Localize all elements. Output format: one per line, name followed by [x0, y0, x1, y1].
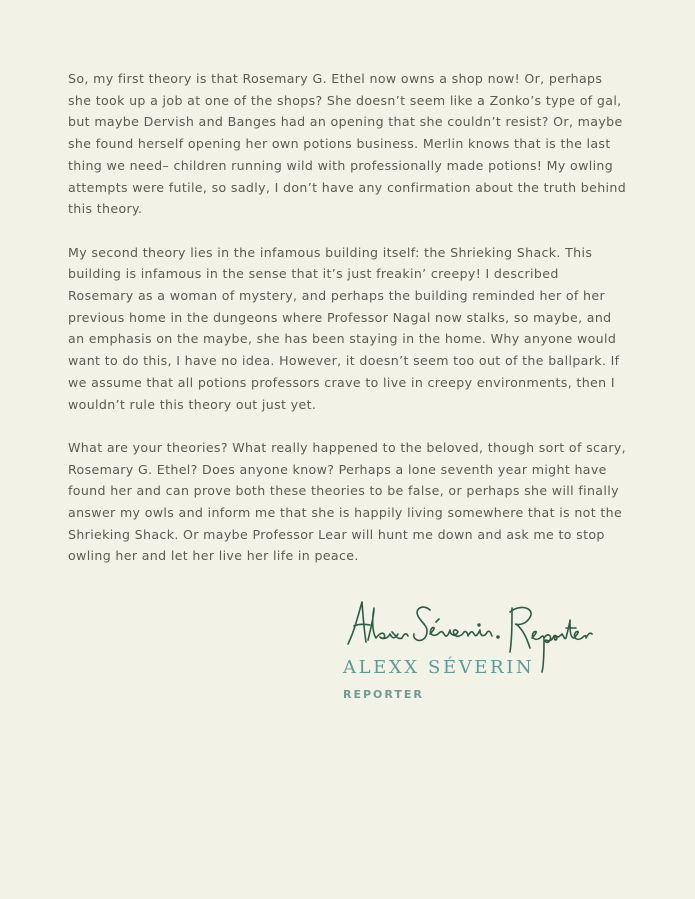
article-paragraph-3: What are your theories? What really happened to the beloved, though sort of scary, Rosemary G. Ethel? Does anyone know? Perhaps a lone seventh year might have found her and can prove both these theories to be false, or perhaps she will finally answer my owls and inform me that she is happily living somewhere that is not the Shrieking Shack. Or maybe Professor Lear will hunt me down and ask me to stop owling her and let her live her life in peace.	[68, 439, 627, 564]
article-body	[68, 68, 628, 589]
author-name: ALEXX SÉVERIN	[343, 657, 535, 678]
article-paragraph-2: My second theory lies in the infamous building itself: the Shrieking Shack. This building is infamous in the sense that it’s just freakin’ creepy! I described Rosemary as a woman of mystery, and perhaps the building reminded her of her previous home in the dungeons where Professor Nagal now stalks, so maybe, and an emphasis on the maybe, she has been staying in the home. Why anyone would want to do this, I have no idea. However, it doesn’t seem too out of the ballpark. If we assume that all potions professors crave to live in creepy environments, then I wouldn’t rule this theory out just yet.	[68, 244, 620, 412]
author-title: REPORTER	[343, 688, 424, 701]
article-paragraph-1: So, my first theory is that Rosemary G. Ethel now owns a shop now! Or, perhaps she took up a job at one of the shops? She doesn’t seem like a Zonko’s type of gal, but maybe Dervish and Banges had an opening that she couldn’t resist? Or, maybe she found herself opening her own potions business. Merlin knows that is the last thing we need– children running wild with professionally made potions! My owling attempts were futile, so sadly, I don’t have any confirmation about the truth behind this theory.	[68, 71, 627, 217]
